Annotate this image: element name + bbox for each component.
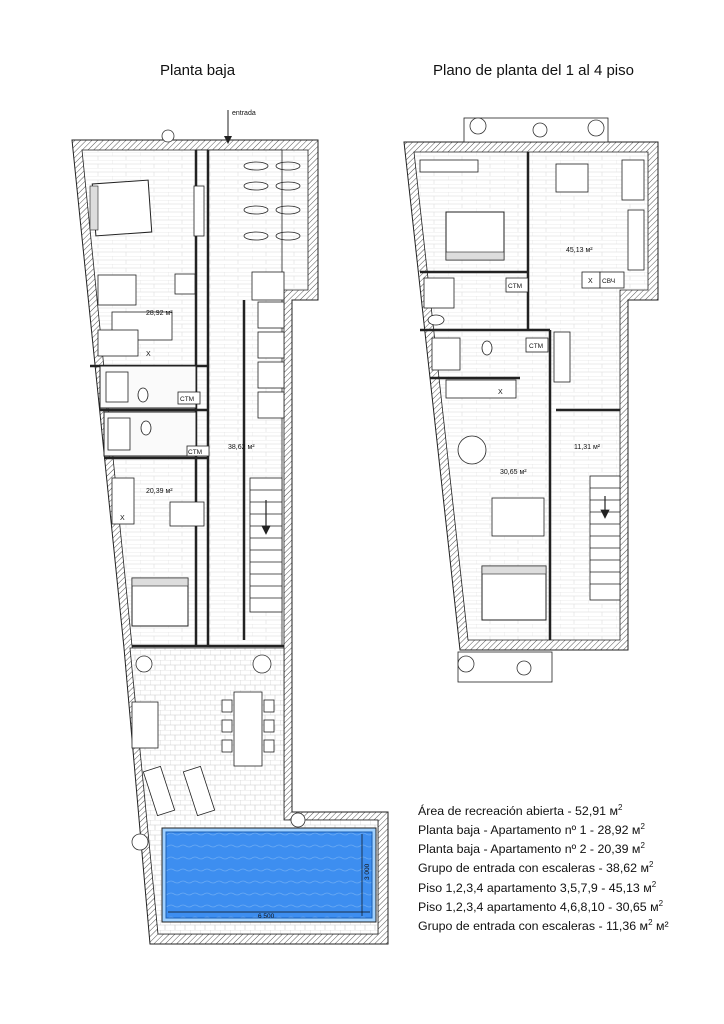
legend-item-1: Área de recreación abierta - 52,91 $м^2$ (418, 803, 623, 819)
bed-upper-b (482, 566, 546, 620)
toilet-upper-b (482, 341, 492, 355)
x-mark-apt1: X (146, 351, 151, 358)
lounge-chair (132, 702, 158, 748)
upper-floor-plan (404, 118, 658, 682)
ctm-upper-b-label: CTM (529, 343, 544, 350)
ground-staircase (250, 478, 282, 612)
x-mark-upper-a: X (588, 278, 593, 285)
shower-1 (106, 372, 128, 402)
legend-item-7: Grupo de entrada con escaleras - 11,36 $м^2$ м² (418, 917, 669, 933)
kitchen-upper-a (628, 210, 644, 270)
ground-floor-plan (72, 110, 388, 944)
wardrobe-apt1 (194, 186, 204, 236)
wardrobe-upper-b (554, 332, 570, 382)
ground-floor-title: Planta baja (160, 62, 236, 79)
entrance-arrow (224, 110, 232, 144)
area-legend (418, 800, 669, 934)
desk-apt2 (170, 502, 204, 526)
sofa-apt1 (175, 274, 195, 294)
ctm-upper-a-label: CTM (508, 283, 523, 290)
bed-apt2 (132, 578, 188, 626)
shower-upper-b (432, 338, 460, 370)
upper-stair-area-label: 11,31 м² (574, 444, 601, 451)
toilet-upper-a (428, 315, 444, 325)
pool-width-label: 3 000 (364, 863, 371, 880)
apt1-area-label: 28,92 м² (146, 310, 173, 317)
shower-upper-a (424, 278, 454, 308)
upper-floor-title: Plano de planta del 1 al 4 piso (433, 62, 634, 79)
legend-item-6: Piso 1,2,3,4 apartamento 4,6,8,10 - 30,65 $м^2$ (418, 898, 664, 914)
kitchenette-apt1 (98, 330, 138, 356)
microwave-label: СВЧ (602, 278, 616, 285)
kitchen-counter-apt1 (98, 275, 136, 305)
kitchen-upper-b (446, 380, 516, 398)
entrance-label: entrada (232, 110, 256, 117)
upper-a-area-label: 45,13 м² (566, 247, 593, 254)
ctm-label-1: CTM (180, 396, 195, 403)
toilet-1 (138, 388, 148, 402)
legend-item-5: Piso 1,2,3,4 apartamento 3,5,7,9 - 45,13 $м^2$ (418, 879, 657, 895)
sofa-upper-b (492, 498, 544, 536)
sofa-upper-a (622, 160, 644, 200)
ctm-label-2: CTM (188, 449, 203, 456)
round-table-upper-b (458, 436, 486, 464)
upper-staircase (590, 476, 620, 600)
legend-item-4: Grupo de entrada con escaleras - 38,62 $м^2$ (418, 860, 654, 876)
apt2-area-label: 20,39 м² (146, 488, 173, 495)
legend-item-3: Planta baja - Apartamento nº 2 - 20,39 $м^2$ (418, 841, 645, 857)
x-mark-apt2: X (120, 515, 125, 522)
bed-upper-a (446, 212, 504, 260)
swimming-pool (162, 828, 376, 922)
wardrobe-upper-a (420, 160, 478, 172)
pool-length-label: 6 500 (258, 913, 275, 920)
toilet-2 (141, 421, 151, 435)
dining-upper-a (556, 164, 588, 192)
upper-b-area-label: 30,65 м² (500, 469, 527, 476)
x-mark-upper-b: X (498, 389, 503, 396)
entry-area-label: 38,62 м² (228, 444, 255, 451)
bed-apt1 (90, 180, 152, 236)
legend-item-2: Planta baja - Apartamento nº 1 - 28,92 $м^2$ (418, 822, 645, 838)
shower-2 (108, 418, 130, 450)
